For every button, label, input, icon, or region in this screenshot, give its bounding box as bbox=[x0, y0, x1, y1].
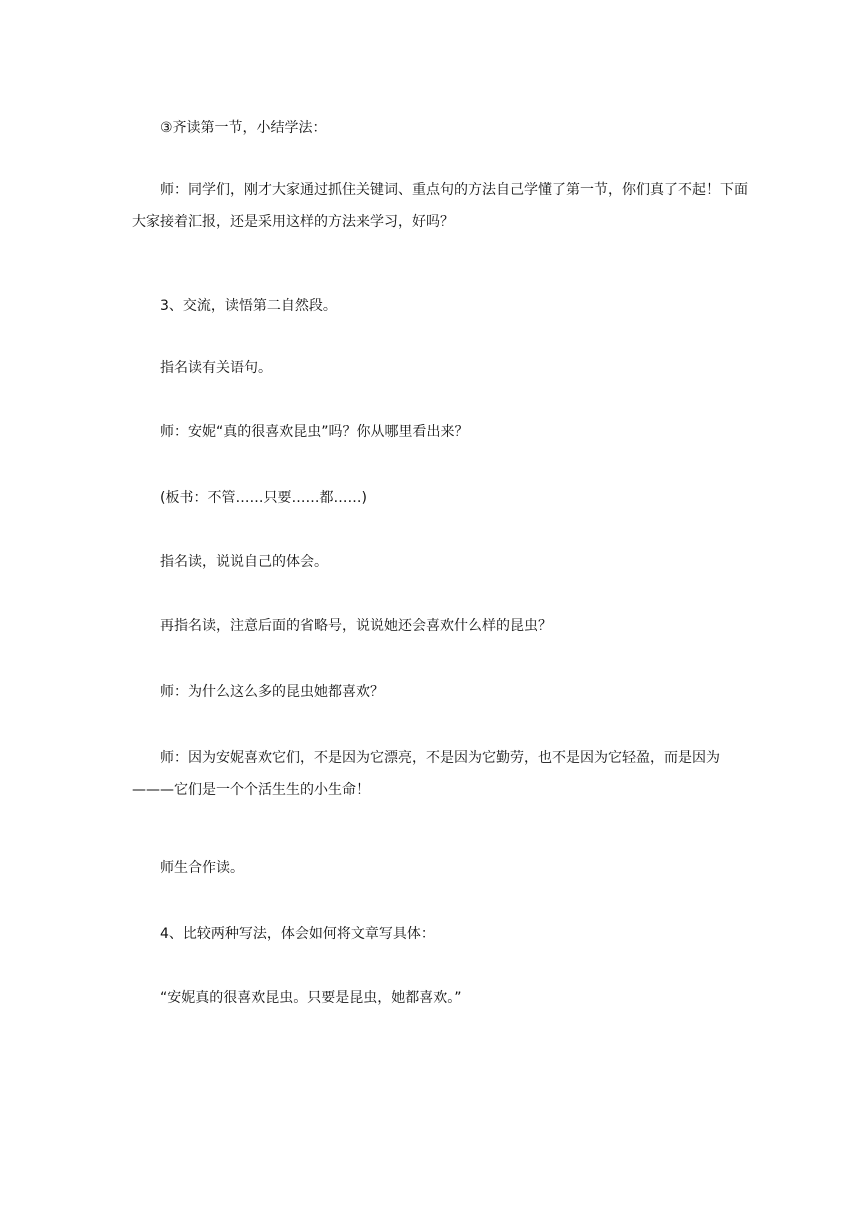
paragraph-section-4: 4、比较两种写法，体会如何将文章写具体： bbox=[160, 926, 435, 942]
paragraph-ellipsis: 再指名读，注意后面的省略号，说说她还会喜欢什么样的昆虫？ bbox=[160, 618, 552, 634]
paragraph-read-sentences: 指名读有关语句。 bbox=[160, 360, 272, 376]
paragraph-teacher-praise: 师：同学们，刚才大家通过抓住关键词、重点句的方法自己学懂了第一节，你们真了不起！下面大家接着汇报，还是采用这样的方法来学习，好吗？ bbox=[132, 182, 748, 230]
paragraph-section-3: 3、交流，读悟第二自然段。 bbox=[160, 298, 337, 314]
paragraph-summary-method: ③齐读第一节，小结学法： bbox=[160, 120, 327, 136]
paragraph-teacher-question: 师：安妮“真的很喜欢昆虫”吗？你从哪里看出来？ bbox=[160, 424, 469, 440]
paragraph-quote: “安妮真的很喜欢昆虫。只要是昆虫，她都喜欢。” bbox=[160, 990, 462, 1006]
paragraph-share-feelings: 指名读，说说自己的体会。 bbox=[160, 554, 328, 570]
paragraph-teacher-explanation: 师：因为安妮喜欢它们，不是因为它漂亮，不是因为它勤劳，也不是因为它轻盈，而是因为———它们是一个个活生生的小生命！ bbox=[132, 750, 720, 798]
paragraph-board-note: (板书：不管……只要……都……) bbox=[160, 490, 367, 506]
paragraph-why-question: 师：为什么这么多的昆虫她都喜欢？ bbox=[160, 684, 384, 700]
paragraph-cooperative-reading: 师生合作读。 bbox=[160, 860, 244, 876]
